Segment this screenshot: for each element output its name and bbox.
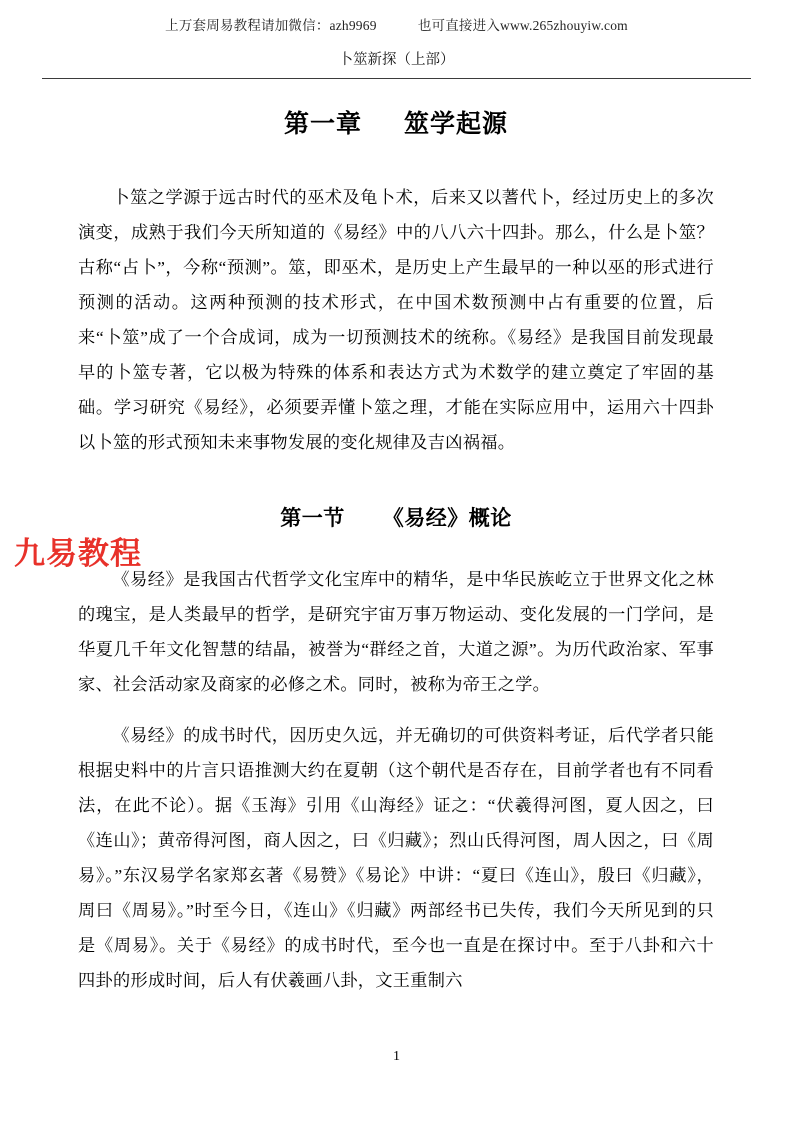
page-number: 1: [393, 1049, 400, 1064]
logo-watermark: 九易教程: [14, 536, 142, 571]
paragraph-yijing-overview: 《易经》是我国古代哲学文化宝库中的精华，是中华民族屹立于世界文化之林的瑰宝，是人类最早的哲学，是研究宇宙万事万物运动、变化发展的一门学问，是华夏几千年文化智慧的结晶，被誉为“群经之首，大道之源”。为历代政治家、军事家、社会活动家及商家的必修之术。同时，被称为帝王之学。: [78, 570, 714, 694]
watermark-wechat-text: 上万套周易教程请加微信：azh9969: [165, 18, 377, 33]
chapter-title-text: 筮学起源: [404, 111, 509, 138]
spacer-before-section-heading: [78, 460, 714, 502]
spacer-after-section-heading: [78, 532, 714, 562]
chapter-number: 第一章: [283, 111, 362, 138]
running-head: 卜筮新探（上部）: [338, 52, 455, 68]
page-content: [78, 96, 714, 998]
section-number: 第一节: [280, 506, 345, 530]
chapter-heading: [78, 96, 714, 140]
header-divider: [42, 78, 751, 79]
watermark-site-text: 也可直接进入www.265zhouyiw.com: [417, 18, 628, 33]
section-heading: [78, 502, 714, 532]
spacer-between-paragraphs: [78, 702, 714, 718]
section-title-text: 《易经》概论: [382, 506, 512, 530]
paragraph-intro: 卜筮之学源于远古时代的巫术及龟卜术，后来又以蓍代卜，经过历史上的多次演变，成熟于我们今天所知道的《易经》中的八八六十四卦。那么，什么是卜筮？古称“占卜”，今称“预测”。筮，即巫术，是历史上产生最早的一种以巫的形式进行预测的活动。这两种预测的技术形式，在中国术数预测中占有重要的位置，后来“卜筮”成了一个合成词，成为一切预测技术的统称。《易经》是我国目前发现最早的卜筮专著，它以极为特殊的体系和表达方式为术数学的建立奠定了牢固的基础。学习研究《易经》，必须要弄懂卜筮之理，才能在实际应用中，运用六十四卦以卜筮的形式预知未来事物发展的变化规律及吉凶祸福。: [78, 188, 714, 452]
paragraph-yijing-dating: 《易经》的成书时代，因历史久远，并无确切的可供资料考证，后代学者只能根据史料中的片言只语推测大约在夏朝（这个朝代是否存在，目前学者也有不同看法，在此不论）。据《玉海》引用《山海经》证之：“伏羲得河图，夏人因之，曰《连山》；黄帝得河图，商人因之，曰《归藏》；烈山氏得河图，周人因之，曰《周易》。”东汉易学名家郑玄著《易赞》《易论》中讲：“夏曰《连山》，殷曰《归藏》，周曰《周易》。”时至今日，《连山》《归藏》两部经书已失传，我们今天所见到的只是《周易》。关于《易经》的成书时代，至今也一直是在探讨中。至于八卦和六十四卦的形成时间，后人有伏羲画八卦，文王重制六: [78, 726, 714, 990]
top-watermark: [0, 14, 793, 34]
spacer-after-chapter-heading: [78, 140, 714, 180]
